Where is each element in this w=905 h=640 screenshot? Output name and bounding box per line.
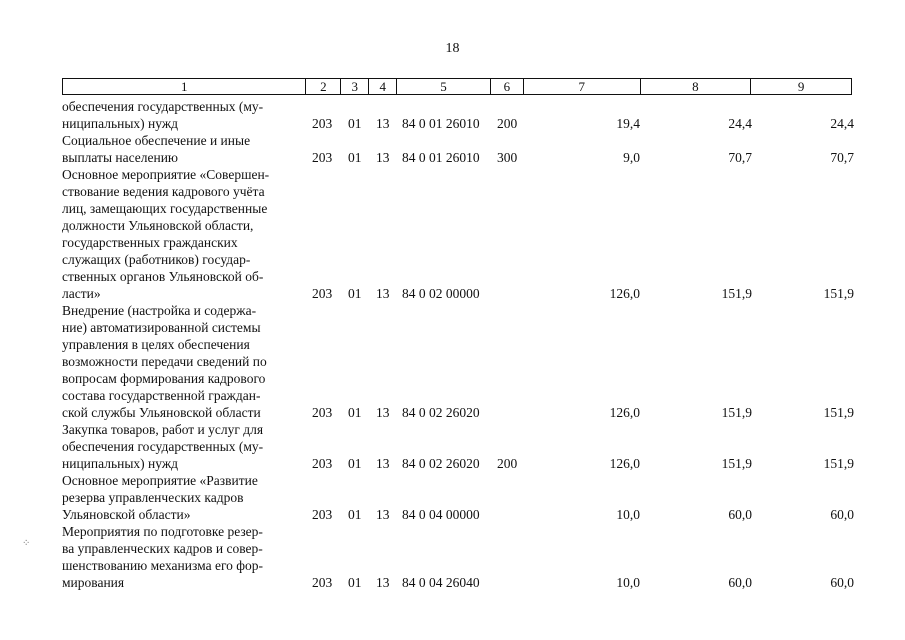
column-header-2: 2 xyxy=(306,79,341,94)
cell-col-5: 84 0 04 26040 xyxy=(402,575,480,590)
description-line: лиц, замещающих государственные xyxy=(62,201,268,216)
cell-col-8: 151,9 xyxy=(721,405,752,420)
cell-col-7: 126,0 xyxy=(609,286,640,301)
description-line: ской службы Ульяновской области xyxy=(62,405,261,420)
row-description xyxy=(62,166,302,302)
cell-col-9: 151,9 xyxy=(823,456,854,471)
cell-col-4: 13 xyxy=(376,286,390,301)
cell-col-7: 10,0 xyxy=(616,507,640,522)
description-line: Ульяновской области» xyxy=(62,507,191,522)
cell-col-2: 203 xyxy=(312,405,333,420)
cell-col-4: 13 xyxy=(376,150,390,165)
description-line: Закупка товаров, работ и услуг для xyxy=(62,422,264,437)
cell-col-8: 151,9 xyxy=(721,456,752,471)
cell-col-3: 01 xyxy=(348,575,362,590)
cell-col-7: 9,0 xyxy=(623,150,640,165)
cell-col-9: 151,9 xyxy=(823,405,854,420)
cell-col-4: 13 xyxy=(376,405,390,420)
description-line: Социальное обеспечение и иные xyxy=(62,133,251,148)
cell-col-9: 70,7 xyxy=(830,150,854,165)
description-line: ние) автоматизированной системы xyxy=(62,320,261,335)
cell-col-2: 203 xyxy=(312,150,333,165)
cell-col-9: 24,4 xyxy=(830,116,854,131)
cell-col-2: 203 xyxy=(312,116,333,131)
description-line: Основное мероприятие «Совершен- xyxy=(62,167,270,182)
description-line: выплаты населению xyxy=(62,150,179,165)
cell-col-9: 60,0 xyxy=(830,575,854,590)
cell-col-6: 200 xyxy=(497,116,518,131)
description-line: мирования xyxy=(62,575,125,590)
description-line: государственных гражданских xyxy=(62,235,238,250)
cell-col-4: 13 xyxy=(376,507,390,522)
table-row xyxy=(62,166,854,302)
description-line: возможности передачи сведений по xyxy=(62,354,267,369)
cell-col-4: 13 xyxy=(376,575,390,590)
cell-col-5: 84 0 01 26010 xyxy=(402,150,480,165)
scan-artifact: ⁘ xyxy=(22,538,31,549)
cell-col-5: 84 0 01 26010 xyxy=(402,116,480,131)
table-row xyxy=(62,132,854,166)
table-column-header xyxy=(62,78,852,95)
description-line: шенствованию механизма его фор- xyxy=(62,558,264,573)
description-line: резерва управленческих кадров xyxy=(62,490,244,505)
cell-col-2: 203 xyxy=(312,286,333,301)
description-line: управления в целях обеспечения xyxy=(62,337,250,352)
budget-table-body xyxy=(62,98,854,591)
description-line: обеспечения государственных (му- xyxy=(62,99,264,114)
cell-col-5: 84 0 04 00000 xyxy=(402,507,480,522)
description-line: вопросам формирования кадрового xyxy=(62,371,266,386)
description-line: ниципальных) нужд xyxy=(62,456,179,471)
cell-col-8: 24,4 xyxy=(728,116,752,131)
description-line: Основное мероприятие «Развитие xyxy=(62,473,258,488)
row-description xyxy=(62,421,302,472)
column-header-6: 6 xyxy=(491,79,524,94)
cell-col-5: 84 0 02 00000 xyxy=(402,286,480,301)
description-line: должности Ульяновской области, xyxy=(62,218,254,233)
column-header-8: 8 xyxy=(641,79,752,94)
cell-col-5: 84 0 02 26020 xyxy=(402,405,480,420)
description-line: ственных органов Ульяновской об- xyxy=(62,269,264,284)
cell-col-3: 01 xyxy=(348,405,362,420)
column-header-1: 1 xyxy=(63,79,306,94)
cell-col-8: 60,0 xyxy=(728,575,752,590)
cell-col-3: 01 xyxy=(348,116,362,131)
description-line: ва управленческих кадров и совер- xyxy=(62,541,263,556)
description-line: служащих (работников) государ- xyxy=(62,252,251,267)
table-row xyxy=(62,472,854,523)
description-line: ниципальных) нужд xyxy=(62,116,179,131)
cell-col-6: 200 xyxy=(497,456,518,471)
cell-col-3: 01 xyxy=(348,456,362,471)
column-header-9: 9 xyxy=(797,79,805,94)
cell-col-7: 10,0 xyxy=(616,575,640,590)
cell-col-3: 01 xyxy=(348,286,362,301)
row-description xyxy=(62,132,302,166)
cell-col-8: 60,0 xyxy=(728,507,752,522)
cell-col-9: 151,9 xyxy=(823,286,854,301)
cell-col-8: 151,9 xyxy=(721,286,752,301)
description-line: состава государственной граждан- xyxy=(62,388,261,403)
description-line: ствование ведения кадрового учёта xyxy=(62,184,265,199)
table-row xyxy=(62,523,854,591)
table-row xyxy=(62,98,854,132)
cell-col-9: 60,0 xyxy=(830,507,854,522)
row-description xyxy=(62,98,302,132)
cell-col-2: 203 xyxy=(312,575,333,590)
description-line: Внедрение (настройка и содержа- xyxy=(62,303,257,318)
cell-col-3: 01 xyxy=(348,507,362,522)
cell-col-4: 13 xyxy=(376,456,390,471)
row-description xyxy=(62,472,302,523)
cell-col-2: 203 xyxy=(312,456,333,471)
column-header-3: 3 xyxy=(341,79,369,94)
cell-col-8: 70,7 xyxy=(728,150,752,165)
cell-col-2: 203 xyxy=(312,507,333,522)
row-description xyxy=(62,302,302,421)
cell-col-7: 126,0 xyxy=(609,405,640,420)
cell-col-6: 300 xyxy=(497,150,518,165)
page-number: 18 xyxy=(445,41,460,56)
column-header-5: 5 xyxy=(397,79,491,94)
description-line: Мероприятия по подготовке резер- xyxy=(62,524,263,539)
table-row xyxy=(62,421,854,472)
cell-col-5: 84 0 02 26020 xyxy=(402,456,480,471)
column-header-4: 4 xyxy=(369,79,397,94)
row-description xyxy=(62,523,302,591)
description-line: ласти» xyxy=(62,286,101,301)
table-row xyxy=(62,302,854,421)
cell-col-3: 01 xyxy=(348,150,362,165)
description-line: обеспечения государственных (му- xyxy=(62,439,264,454)
column-header-7: 7 xyxy=(524,79,641,94)
cell-col-7: 126,0 xyxy=(609,456,640,471)
cell-col-7: 19,4 xyxy=(616,116,640,131)
cell-col-4: 13 xyxy=(376,116,390,131)
